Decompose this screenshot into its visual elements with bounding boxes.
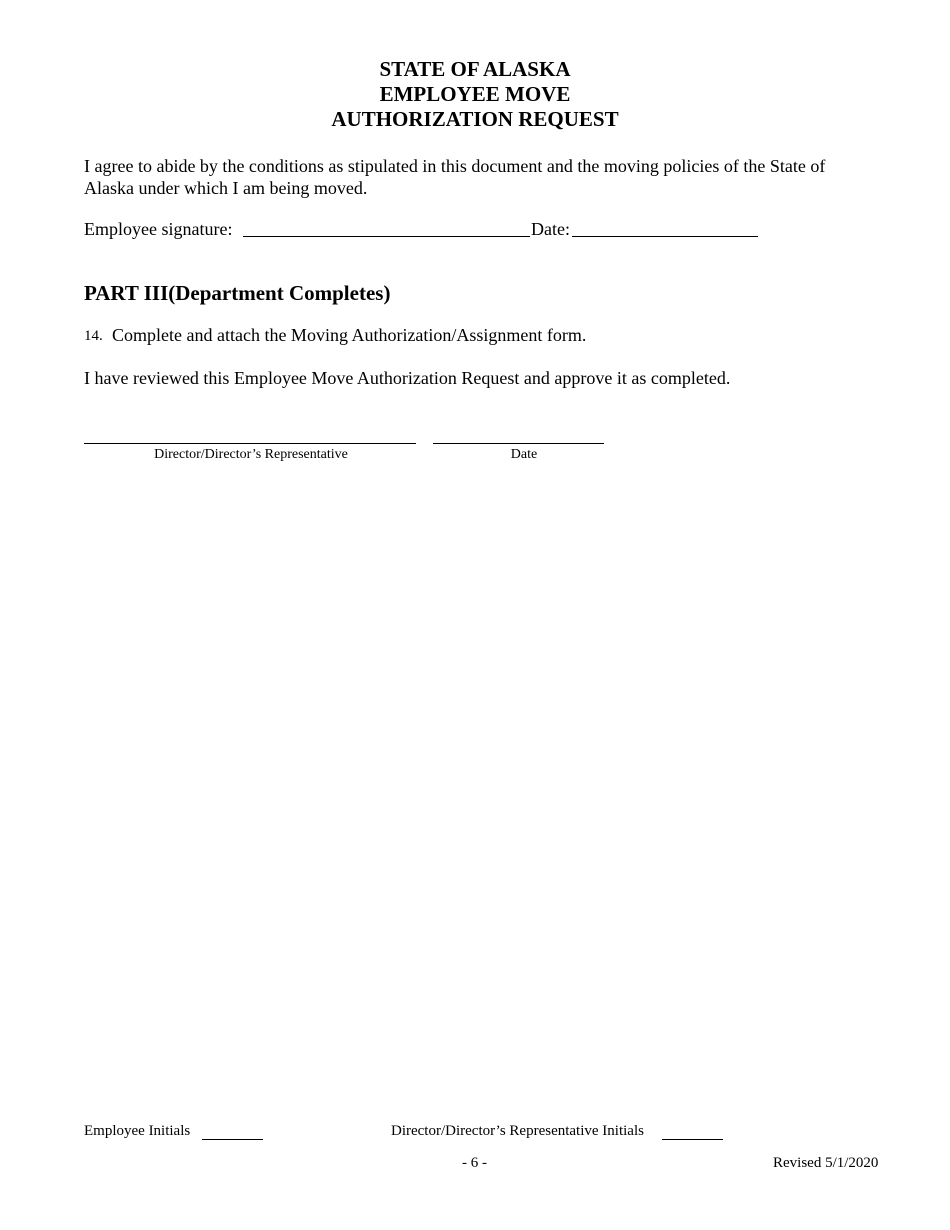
agreement-text-1: I agree to abide by the conditions as stipulated in this document and the moving policies of the State of: [84, 156, 826, 176]
employee-initials-field[interactable]: [202, 1139, 263, 1140]
title-line-2: EMPLOYEE MOVE: [379, 82, 571, 106]
part3-heading: PART III(Department Completes): [84, 281, 391, 305]
item-14-text: Complete and attach the Moving Authorization/Assignment form.: [112, 325, 587, 345]
page-number: - 6 -: [462, 1155, 487, 1171]
director-date-field[interactable]: [433, 443, 604, 444]
revised-date: Revised 5/1/2020: [773, 1155, 879, 1171]
approval-text: I have reviewed this Employee Move Authorization Request and approve it as completed.: [84, 368, 731, 388]
employee-initials-label: Employee Initials: [84, 1123, 191, 1139]
director-initials-label: Director/Director’s Representative Initials: [391, 1123, 644, 1139]
item-number: 14.: [84, 328, 103, 344]
director-caption: Director/Director’s Representative: [154, 447, 348, 462]
employee-date-field[interactable]: [572, 236, 758, 237]
agreement-text-2: Alaska under which I am being moved.: [84, 178, 368, 198]
title-line-1: STATE OF ALASKA: [379, 57, 571, 81]
date-caption: Date: [510, 447, 538, 462]
employee-signature-label: Employee signature:: [84, 219, 233, 239]
employee-signature-field[interactable]: [243, 236, 530, 237]
date-label: Date:: [531, 219, 570, 239]
title-line-3: AUTHORIZATION REQUEST: [331, 107, 619, 131]
director-signature-field[interactable]: [84, 443, 416, 444]
director-initials-field[interactable]: [662, 1139, 723, 1140]
